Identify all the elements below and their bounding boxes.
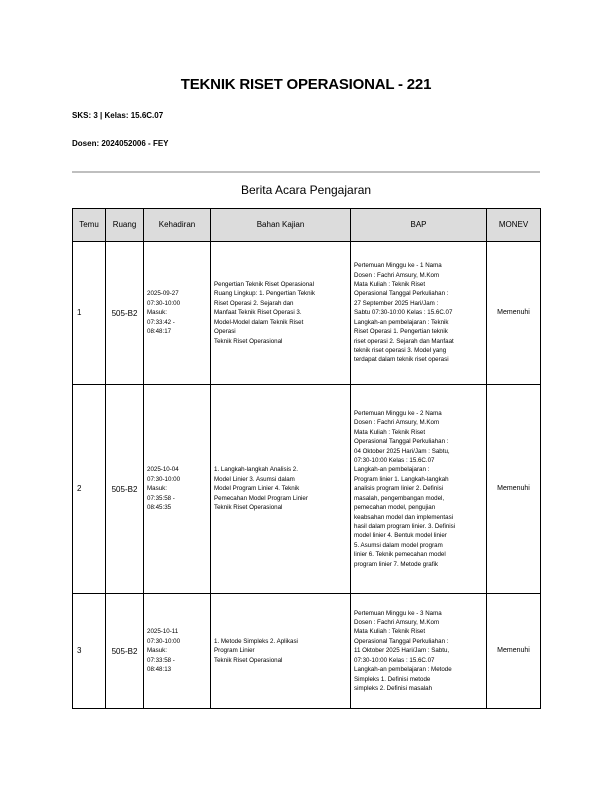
lecturer-line: Dosen: 2024052006 - FEY xyxy=(72,139,169,148)
cell-kehadiran: 2025-10-11 07:30-10:00 Masuk: 07:33:58 - 08:48:13 xyxy=(144,594,211,709)
table-header-row xyxy=(73,209,541,242)
cell-bahan-kajian: Pengertian Teknik Riset Operasional Ruang Lingkup: 1. Pengertian Teknik Riset Operasi 2. Sejarah dan Manfaat Teknik Riset Operasi 3. Model-Model dalam Teknik Riset Operasi Teknik Riset Operasional xyxy=(211,242,351,385)
header-kehadiran: Kehadiran xyxy=(144,209,211,242)
cell-monev: Memenuhi xyxy=(487,242,541,385)
cell-kehadiran: 2025-09-27 07:30-10:00 Masuk: 07:33:42 - 08:48:17 xyxy=(144,242,211,385)
teaching-report-table xyxy=(72,208,541,709)
header-temu: Temu xyxy=(73,209,106,242)
section-title: Berita Acara Pengajaran xyxy=(240,183,372,197)
cell-ruang: 505-B2 xyxy=(106,385,144,594)
header-bap: BAP xyxy=(351,209,487,242)
cell-temu: 3 xyxy=(73,594,106,709)
header-ruang: Ruang xyxy=(106,209,144,242)
cell-temu: 2 xyxy=(73,385,106,594)
cell-monev: Memenuhi xyxy=(487,594,541,709)
cell-bap: Pertemuan Minggu ke - 3 Nama Dosen : Fachri Amsury, M.Kom Mata Kuliah : Teknik Riset Operasional Tanggal Perkuliahan : 11 Oktober 2025 Hari/Jam : Sabtu, 07:30-10:00 Kelas : 15.6C.07 Langkah-an pembelajaran : Metode Simpleks 1. Definisi metode simpleks 2. Definisi masalah xyxy=(351,594,487,709)
cell-bahan-kajian: 1. Metode Simpleks 2. Aplikasi Program Linier Teknik Riset Operasional xyxy=(211,594,351,709)
header-bahan-kajian: Bahan Kajian xyxy=(211,209,351,242)
cell-ruang: 505-B2 xyxy=(106,242,144,385)
cell-bap: Pertemuan Minggu ke - 2 Nama Dosen : Fachri Amsury, M.Kom Mata Kuliah : Teknik Riset Operasional Tanggal Perkuliahan : 04 Oktober 2025 Hari/Jam : Sabtu, 07:30-10:00 Kelas : 15.6C.07 Langkah-an pembelajaran : Program linier 1. Langkah-langkah analisis program linier 2. Definisi masalah, pengembangan model, pemecahan model, pengujian keabsahan model dan implementasi hasil dalam program linier. 3. Definisi model linier 4. Bentuk model linier 5. Asumsi dalam model program linier 6. Teknik pemecahan model program linier 7. Metode grafik xyxy=(351,385,487,594)
cell-bap: Pertemuan Minggu ke - 1 Nama Dosen : Fachri Amsury, M.Kom Mata Kuliah : Teknik Riset Operasional Tanggal Perkuliahan : 27 September 2025 Hari/Jam : Sabtu 07:30-10:00 Kelas : 15.6C.07 Langkah-an pembelajaran : Teknik Riset Operasi 1. Pengertian teknik riset operasi 2. Sejarah dan Manfaat teknik riset operasi 3. Model yang terdapat dalam teknik riset operasi xyxy=(351,242,487,385)
cell-monev: Memenuhi xyxy=(487,385,541,594)
divider xyxy=(72,171,540,173)
cell-temu: 1 xyxy=(73,242,106,385)
cell-kehadiran: 2025-10-04 07:30-10:00 Masuk: 07:35:58 - 08:45:35 xyxy=(144,385,211,594)
header-monev: MONEV xyxy=(487,209,541,242)
cell-bahan-kajian: 1. Langkah-langkah Analisis 2. Model Linier 3. Asumsi dalam Model Program Linier 4. Teknik Pemecahan Model Program Linier Teknik Riset Operasional xyxy=(211,385,351,594)
table-row xyxy=(73,385,541,594)
table-row xyxy=(73,242,541,385)
course-title: TEKNIK RISET OPERASIONAL - 221 xyxy=(180,76,432,93)
table-row xyxy=(73,594,541,709)
cell-ruang: 505-B2 xyxy=(106,594,144,709)
sks-class-line: SKS: 3 | Kelas: 15.6C.07 xyxy=(72,111,164,120)
